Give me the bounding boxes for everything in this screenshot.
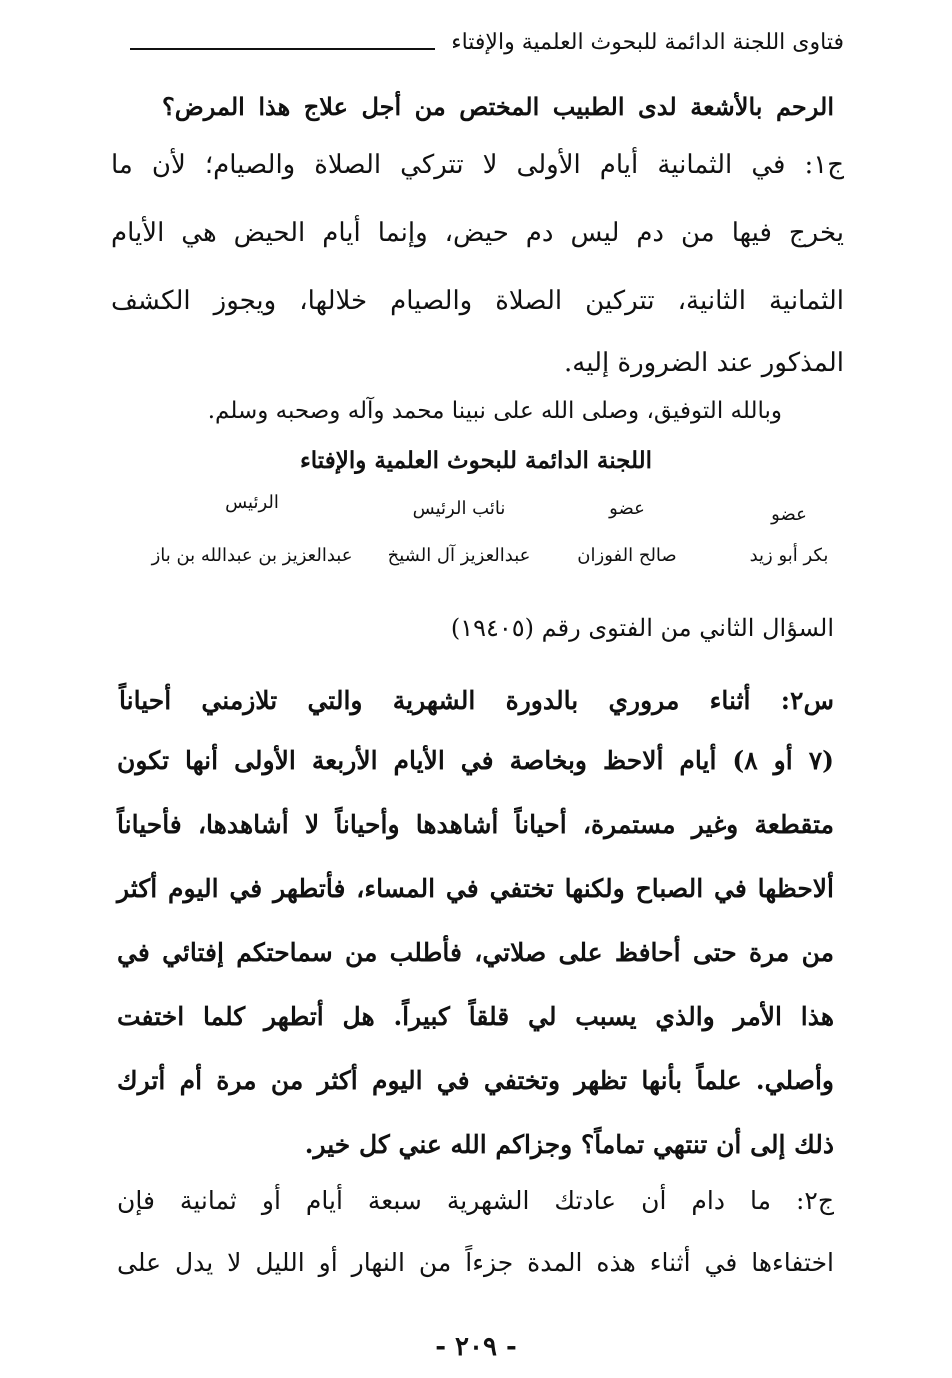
answer-1-line: المذكور عند الضرورة إليه. [564,348,844,378]
header-rule [130,48,435,50]
closing-prayer: وبالله التوفيق، وصلى الله على نبينا محمد وآله وصحبه وسلم. [207,398,782,424]
answer-1-line: ج١: في الثمانية أيام الأولى لا تتركي الصلاة والصيام؛ لأن ما [111,150,844,180]
header-title: فتاوى اللجنة الدائمة للبحوث العلمية والإفتاء [451,30,844,55]
question-2-line: هذا الأمر والذي يسبب لي قلقاً كبيراً. هل أتطهر كلما اختفت [117,1002,834,1031]
question-2-line: ألاحظها في الصباح ولكنها تختفي في المساء، فأتطهر في اليوم أكثر [117,874,834,903]
question-2-line: ذلك إلى أن تنتهي تماماً؟ وجزاكم الله عني كل خير. [304,1130,834,1159]
signatory [374,498,544,566]
question-2-number: السؤال الثاني من الفتوى رقم (١٩٤٠٥) [450,614,834,642]
signatory-name: بكر أبو زيد [749,545,829,566]
signatory-role: عضو [771,504,807,525]
running-header [130,28,844,68]
signatory [142,492,362,566]
question-2-line: من مرة حتى أحافظ على صلاتي، فأطلب من سماحتكم إفتائي في [117,938,834,967]
intro-line: الرحم بالأشعة لدى الطبيب المختص من أجل علاج هذا المرض؟ [162,92,834,121]
question-2-line: س٢: أثناء مروري بالدورة الشهرية والتي تلازمني أحياناً [119,686,834,715]
question-2-line: وأصلي. علماً بأنها تظهر وتختفي في اليوم أكثر من مرة أم أترك [117,1066,834,1095]
question-2-line: (٧ أو ٨) أيام ألاحظ وبخاصة في الأيام الأربعة الأولى أنها تكون [117,746,834,775]
signatory-name: صالح الفوزان [577,545,677,566]
answer-2-line: اختفاءها في أثناء هذه المدة جزءاً من النهار أو الليل لا يدل على [117,1248,834,1277]
committee-name: اللجنة الدائمة للبحوث العلمية والإفتاء [299,447,653,474]
signatory-role: نائب الرئيس [412,498,506,519]
signatory-name: عبدالعزيز آل الشيخ [387,545,531,566]
page-number: - ٢٠٩ - [435,1332,517,1362]
question-2-line: متقطعة وغير مستمرة، أحياناً أشاهدها وأحياناً لا أشاهدها، فأحياناً [117,810,834,839]
answer-1-line: الثمانية الثانية، تتركين الصلاة والصيام خلالها، ويجوز الكشف [111,286,844,316]
signatory-role: عضو [609,498,645,519]
signatory [562,498,692,566]
signatory-role: الرئيس [225,492,279,513]
answer-2-line: ج٢: ما دام أن عادتك الشهرية سبعة أيام أو ثمانية فإن [117,1186,834,1215]
signatory-name: عبدالعزيز بن عبدالله بن باز [151,545,353,566]
answer-1-line: يخرج فيها من دم ليس دم حيض، وإنما أيام الحيض هي الأيام [111,218,844,248]
signatory [734,504,844,566]
